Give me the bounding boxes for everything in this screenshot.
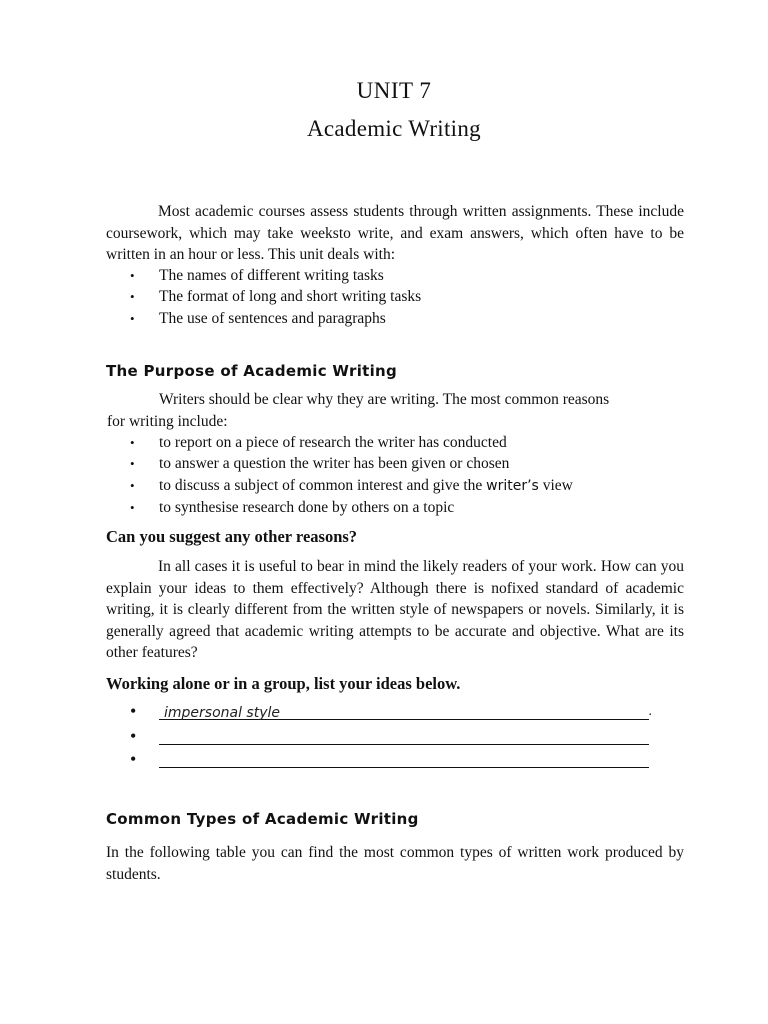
unit-number: UNIT 7 [356,78,432,103]
list-item-text: The names of different writing tasks [159,267,384,284]
task-prompt: Working alone or in a group, list your ideas below. [106,674,461,693]
list-item: • The use of sentences and paragraphs [130,309,386,327]
list-item-text: The format of long and short writing tasks [159,288,422,306]
answer-end-mark: . [648,704,652,719]
list-item: • to report on a piece of research the writer has conducted [130,434,507,451]
answer-underline [159,767,649,768]
list-item: • The names of different writing tasks [130,267,384,284]
answer-line-1[interactable] [106,700,666,722]
list-item: • The format of long and short writing tasks [130,288,422,306]
answer-line-3[interactable] [106,748,666,770]
list-item-text: to answer a question the writer has been given or chosen [159,455,510,473]
purpose-paragraph [106,389,684,432]
list-item-text: to report on a piece of research the writer has conducted [159,434,507,451]
features-paragraph [106,556,684,664]
list-item-text: to synthesise research done by others on a topic [159,498,455,516]
bullet-icon: • [130,749,137,769]
list-item: • to discuss a subject of common interest and give the writer’s view [130,476,573,494]
bullet-icon: • [130,701,137,721]
handwritten-answer: impersonal style [164,705,281,721]
purpose-line-2: for writing include: [107,412,228,430]
intro-paragraph [106,201,684,266]
answer-line-2[interactable] [106,725,666,747]
list-item-text-end: view [538,476,573,494]
list-item: • to synthesise research done by others on a topic [130,498,455,516]
list-item-text: to discuss a subject of common interest and give the [159,476,487,494]
types-paragraph: In the following table you can find the most common types of written work produced by students. [106,844,684,883]
discussion-question: Can you suggest any other reasons? [106,527,358,546]
features-text: In all cases it is useful to bear in mind the likely readers of your work. How can you explain your ideas to them effectively? Although there is nofixed standard of academic writing, it is clearly different from the written style of newspapers or novels. Similarly, it is generally agreed that academic writing attempts to be accurate and objective. What are its other features? [106,558,684,661]
intro-bullet-list [106,265,421,329]
types-heading: Common Types of Academic Writing [106,810,419,828]
purpose-heading: The Purpose of Academic Writing [106,362,398,380]
list-item-text: The use of sentences and paragraphs [159,309,386,327]
purpose-bullet-list [106,432,573,518]
list-item: • to answer a question the writer has been given or chosen [130,455,510,473]
list-item-word: writer’s [486,477,539,494]
unit-title: Academic Writing [307,116,481,141]
intro-text: Most academic courses assess students through written assignments. These include coursework, which may take weeksto write, and exam answers, which often have to be written in an hour or less. This unit deals with: [106,203,684,263]
bullet-icon: • [130,726,137,746]
purpose-line-1: Writers should be clear why they are writing. The most common reasons [159,391,610,408]
answer-underline [159,744,649,745]
